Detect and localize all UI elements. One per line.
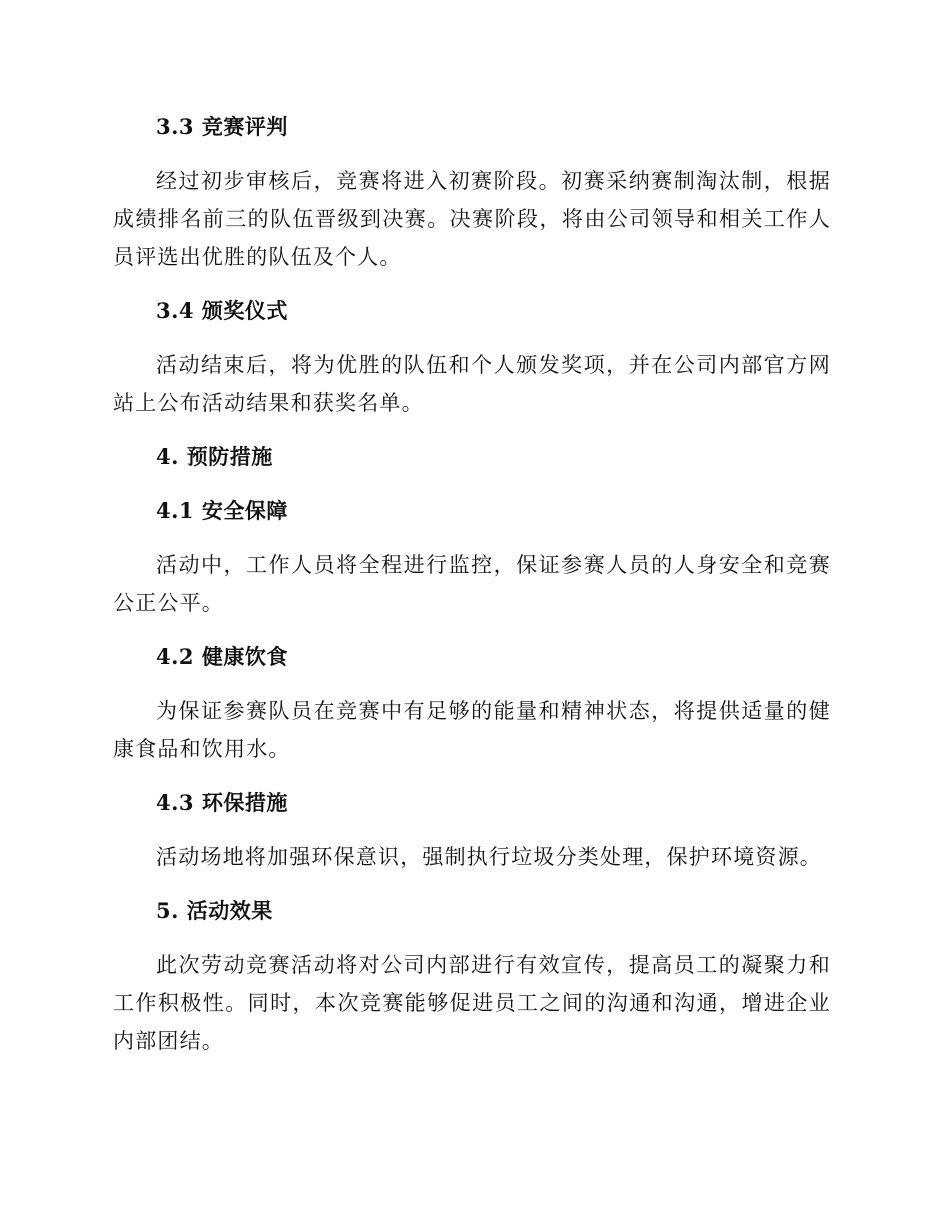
- paragraph-award-ceremony: 活动结束后，将为优胜的队伍和个人颁发奖项，并在公司内部官方网站上公布活动结果和获奖名单。: [113, 353, 831, 415]
- paragraph-competition-judging: 经过初步审核后，竞赛将进入初赛阶段。初赛采纳赛制淘汰制，根据成绩排名前三的队伍晋级到决赛。决赛阶段，将由公司领导和相关工作人员评选出优胜的队伍及个人。: [113, 169, 831, 269]
- section-heading-4: 4. 预防措施: [156, 444, 273, 469]
- paragraph-environmental: 活动场地将加强环保意识，强制执行垃圾分类处理，保护环境资源。: [156, 845, 822, 869]
- section-heading-4-2: 4.2 健康饮食: [156, 644, 288, 669]
- section-heading-5: 5. 活动效果: [156, 898, 273, 923]
- paragraph-safety: 活动中，工作人员将全程进行监控，保证参赛人员的人身安全和竞赛公正公平。: [113, 553, 831, 615]
- paragraph-activity-effect: 此次劳动竞赛活动将对公司内部进行有效宣传，提高员工的凝聚力和工作积极性。同时，本次竞赛能够促进员工之间的沟通和沟通，增进企业内部团结。: [113, 953, 831, 1053]
- section-heading-3-3: 3.3 竞赛评判: [156, 114, 288, 139]
- section-heading-4-1: 4.1 安全保障: [156, 498, 288, 523]
- document-body: [113, 108, 831, 1076]
- section-heading-3-4: 3.4 颁奖仪式: [156, 298, 288, 323]
- section-heading-4-3: 4.3 环保措施: [156, 790, 288, 815]
- paragraph-healthy-food: 为保证参赛队员在竞赛中有足够的能量和精神状态，将提供适量的健康食品和饮用水。: [113, 699, 831, 761]
